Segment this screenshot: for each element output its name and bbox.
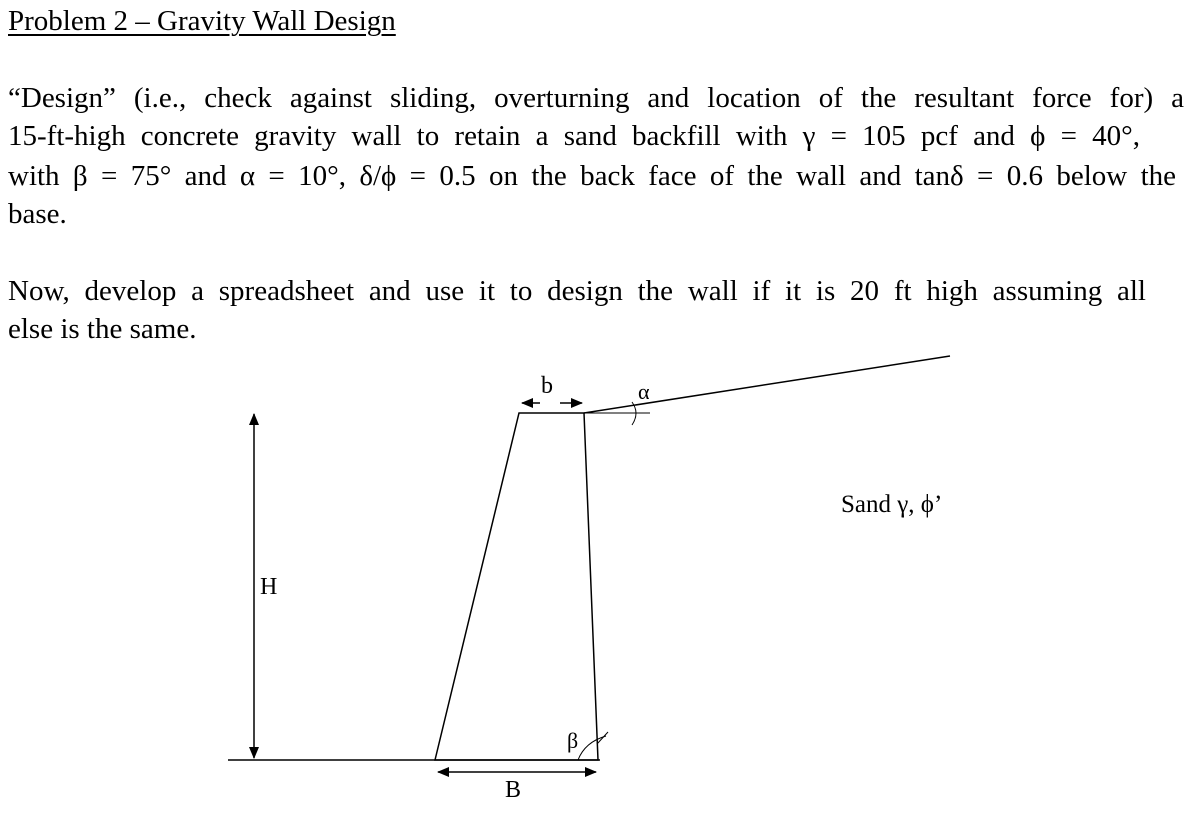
beta-label: β xyxy=(567,728,579,753)
alpha-label: α xyxy=(638,379,650,404)
soil-label: Sand γ, ϕ’ xyxy=(841,491,943,518)
paragraph-1-line-2: 15-ft-high concrete gravity wall to retain a sand backfill with γ = 105 pcf and ϕ = 40°, xyxy=(8,120,1140,152)
h-label: H xyxy=(260,574,278,600)
paragraph-1-line-4: base. xyxy=(8,198,67,230)
page-title: Problem 2 – Gravity Wall Design xyxy=(8,5,396,37)
paragraph-2-line-1: Now, develop a spreadsheet and use it to design the wall if it is 20 ft high assuming all xyxy=(8,275,1146,307)
paragraph-1-line-3: with β = 75° and α = 10°, δ/ϕ = 0.5 on the back face of the wall and tanδ = 0.6 below the xyxy=(8,160,1176,192)
paragraph-2 xyxy=(8,274,1146,308)
b-label: b xyxy=(541,373,553,399)
gravity-wall-diagram xyxy=(0,340,1204,814)
paragraph-2-line-2: else is the same. xyxy=(8,313,197,345)
paragraph-1-line-1: “Design” (i.e., check against sliding, overturning and location of the resultant force for) a xyxy=(8,82,1184,114)
wall-outline xyxy=(435,413,598,760)
paragraph-1 xyxy=(8,81,1184,115)
beta-angle-arc xyxy=(578,736,606,760)
B-label: B xyxy=(505,777,522,803)
beta-tick xyxy=(597,732,608,744)
